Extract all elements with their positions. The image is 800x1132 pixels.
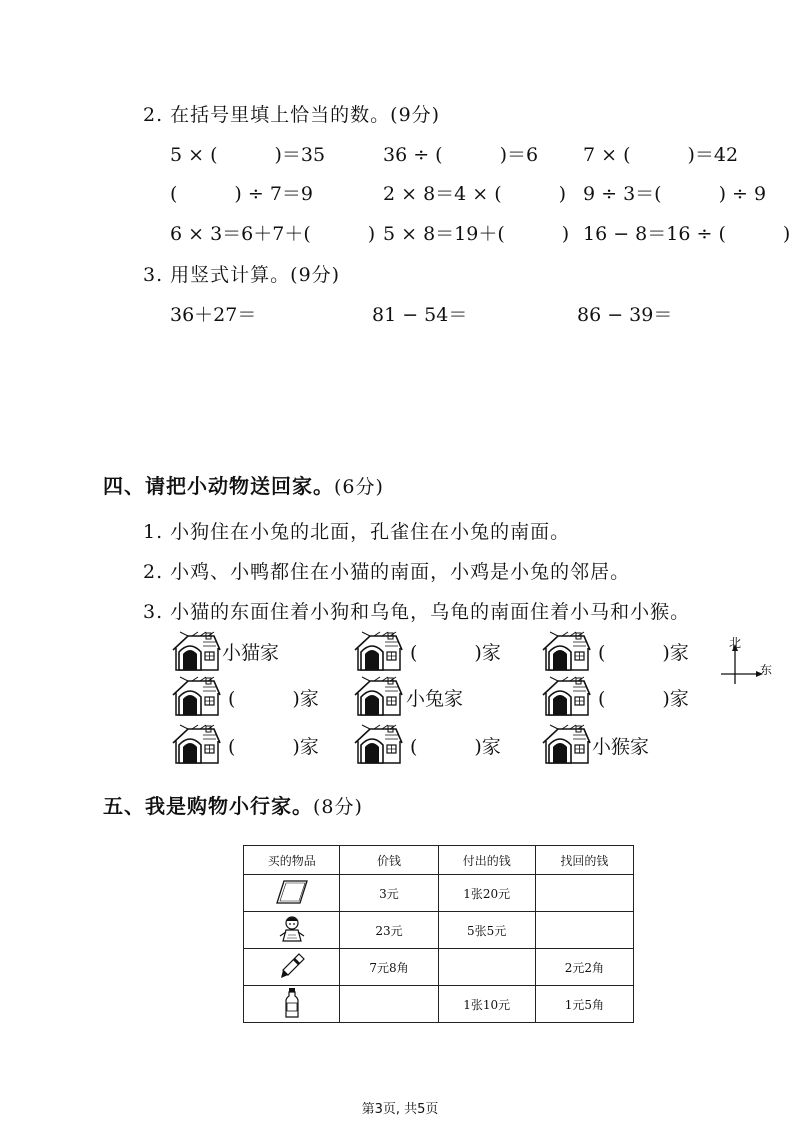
table-row bbox=[244, 875, 634, 912]
house-label-2-1: ( )家 bbox=[228, 688, 319, 710]
sec4-line-2: 2. 小鸡、小鸭都住在小猫的南面，小鸡是小兔的邻居。 bbox=[143, 561, 631, 583]
q2-eq-2-1: ( ) ÷ 7＝9 bbox=[170, 183, 314, 205]
q3-item-3: 86 − 39＝ bbox=[577, 304, 673, 326]
house-label-3-1: ( )家 bbox=[228, 736, 319, 758]
q2-eq-1-3: 7 × ( )＝42 bbox=[583, 144, 739, 166]
table-header-row bbox=[244, 846, 634, 875]
q2-eq-1-1: 5 × ( )＝35 bbox=[170, 144, 326, 166]
shopping-table bbox=[243, 845, 634, 1023]
q2-title: 2. 在括号里填上恰当的数。(9分) bbox=[143, 104, 441, 126]
house-label-3-3: 小猴家 bbox=[592, 736, 650, 758]
house-icon bbox=[352, 675, 404, 717]
paid-cell: 1张20元 bbox=[438, 875, 535, 912]
item-cell bbox=[244, 912, 340, 949]
header-change: 找回的钱 bbox=[535, 846, 633, 875]
bottle-icon bbox=[282, 987, 302, 1019]
item-cell bbox=[244, 875, 340, 912]
table-row bbox=[244, 912, 634, 949]
paid-cell: 5张5元 bbox=[438, 912, 535, 949]
price-cell: 23元 bbox=[340, 912, 438, 949]
section-4-heading: 四、请把小动物送回家。 bbox=[103, 474, 334, 498]
change-cell: 2元2角 bbox=[535, 949, 633, 986]
paid-cell: 1张10元 bbox=[438, 986, 535, 1023]
house-label-1-1: 小猫家 bbox=[222, 642, 280, 664]
q3-item-1: 36＋27＝ bbox=[170, 304, 257, 326]
section-5-points: (8分) bbox=[313, 796, 363, 818]
price-cell[interactable] bbox=[340, 986, 438, 1023]
q3-item-2: 81 − 54＝ bbox=[372, 304, 468, 326]
house-icon bbox=[540, 675, 592, 717]
price-cell: 7元8角 bbox=[340, 949, 438, 986]
sec4-line-1: 1. 小狗住在小兔的北面，孔雀住在小兔的南面。 bbox=[143, 521, 571, 543]
section-5-title bbox=[103, 790, 363, 819]
house-icon bbox=[352, 630, 404, 672]
item-cell bbox=[244, 986, 340, 1023]
section-4-title bbox=[103, 470, 384, 499]
house-label-1-2: ( )家 bbox=[410, 642, 501, 664]
header-price: 价钱 bbox=[340, 846, 438, 875]
compass-east-label: 东 bbox=[760, 663, 773, 677]
house-icon bbox=[540, 723, 592, 765]
q2-eq-3-2: 5 × 8＝19＋( ) bbox=[383, 223, 570, 245]
page-footer: 第3页, 共5页 bbox=[361, 1102, 439, 1117]
house-label-2-2: 小兔家 bbox=[406, 688, 464, 710]
item-cell bbox=[244, 949, 340, 986]
pen-icon bbox=[277, 951, 307, 981]
section-4-points: (6分) bbox=[334, 476, 384, 498]
change-cell[interactable] bbox=[535, 912, 633, 949]
header-paid: 付出的钱 bbox=[438, 846, 535, 875]
house-icon bbox=[540, 630, 592, 672]
q2-eq-3-3: 16 − 8＝16 ÷ ( ) bbox=[583, 223, 791, 245]
q2-eq-3-1: 6 × 3＝6＋7＋( ) bbox=[170, 223, 376, 245]
sec4-line-3: 3. 小猫的东面住着小狗和乌龟，乌龟的南面住着小马和小猴。 bbox=[143, 601, 691, 623]
table-row bbox=[244, 949, 634, 986]
price-cell: 3元 bbox=[340, 875, 438, 912]
q2-eq-2-3: 9 ÷ 3＝( ) ÷ 9 bbox=[583, 183, 767, 205]
house-icon bbox=[352, 723, 404, 765]
table-row bbox=[244, 986, 634, 1023]
header-item: 买的物品 bbox=[244, 846, 340, 875]
change-cell[interactable] bbox=[535, 875, 633, 912]
house-label-2-3: ( )家 bbox=[598, 688, 689, 710]
house-label-1-3: ( )家 bbox=[598, 642, 689, 664]
house-icon bbox=[170, 630, 222, 672]
doll-icon bbox=[277, 914, 307, 944]
notebook-icon bbox=[274, 878, 310, 906]
house-icon bbox=[170, 723, 222, 765]
compass-north-label: 北 bbox=[729, 636, 742, 650]
q2-eq-1-2: 36 ÷ ( )＝6 bbox=[383, 144, 539, 166]
house-label-3-2: ( )家 bbox=[410, 736, 501, 758]
q3-title: 3. 用竖式计算。(9分) bbox=[143, 264, 341, 286]
change-cell: 1元5角 bbox=[535, 986, 633, 1023]
house-icon bbox=[170, 675, 222, 717]
paid-cell[interactable] bbox=[438, 949, 535, 986]
section-5-heading: 五、我是购物小行家。 bbox=[103, 794, 313, 818]
q2-eq-2-2: 2 × 8＝4 × ( ) bbox=[383, 183, 567, 205]
